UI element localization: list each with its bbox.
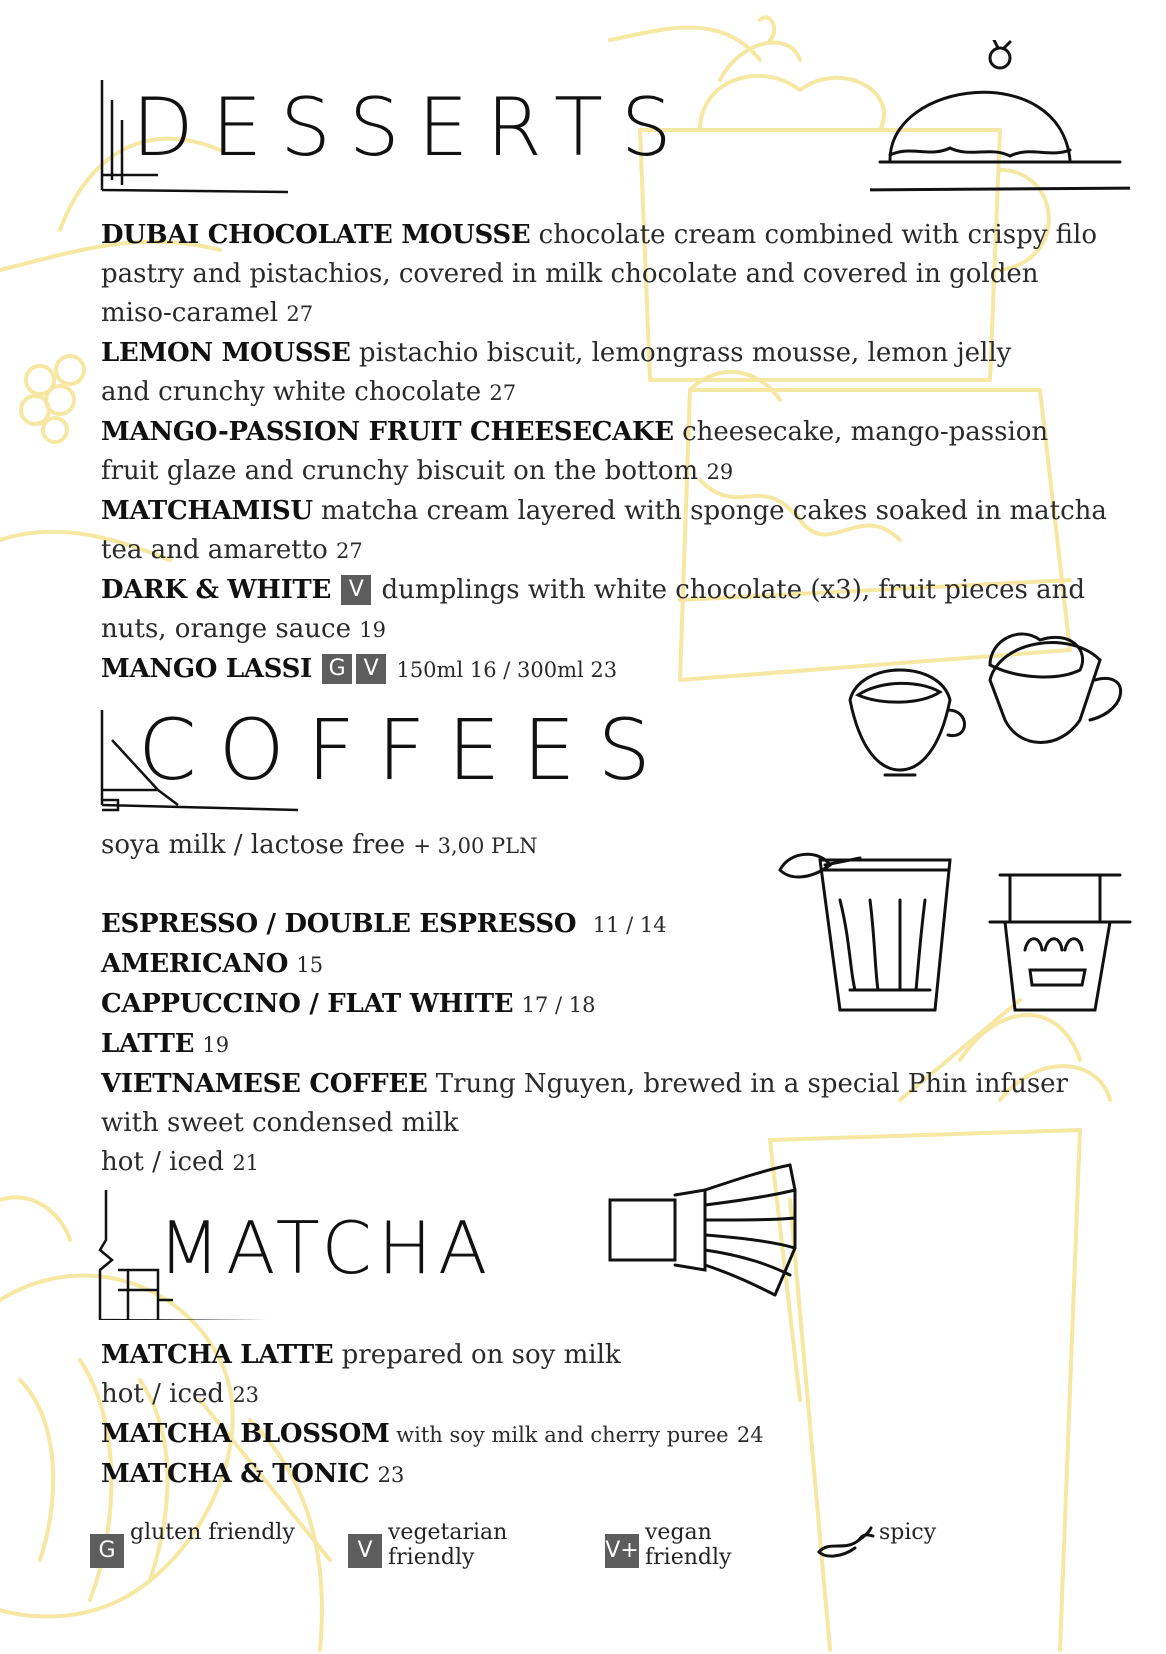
menu-line: [101, 985, 1081, 1025]
legend-label: vegetarian: [388, 1520, 508, 1545]
vegetarian-badge: V: [348, 1534, 382, 1568]
matcha-section: [101, 1336, 1081, 1495]
desserts-heading: DESSERTS: [132, 81, 690, 174]
item-price: 150ml 16 / 300ml 23: [396, 658, 618, 682]
menu-line: [101, 413, 1081, 452]
menu-line: [101, 373, 1081, 413]
legend-label: friendly: [388, 1545, 475, 1570]
item-description: tea and amaretto: [101, 535, 328, 565]
item-name: MATCHAMISU: [101, 496, 313, 526]
item-description: hot / iced: [101, 1147, 225, 1177]
item-name: ESPRESSO / DOUBLE ESPRESSO: [101, 909, 577, 939]
item-name: MANGO-PASSION FRUIT CHEESECAKE: [101, 417, 674, 447]
item-price: 27: [336, 539, 363, 563]
item-description: fruit glaze and crunchy biscuit on the bottom: [101, 456, 699, 486]
vegetarian-badge: V: [341, 575, 371, 605]
vegetarian-badge: V: [356, 654, 386, 684]
menu-line: [101, 650, 1081, 690]
menu-line: [101, 216, 1097, 255]
item-price: 19: [202, 1033, 230, 1057]
item-description: with sweet condensed milk: [101, 1108, 459, 1138]
item-description: pastry and pistachios, covered in milk chocolate and covered in golden: [101, 259, 1039, 289]
item-name: MATCHA BLOSSOM: [101, 1419, 390, 1449]
item-price: 17 / 18: [521, 993, 596, 1017]
item-price: 23: [232, 1383, 260, 1407]
item-name: LEMON MOUSSE: [101, 338, 351, 368]
cloche-icon: [870, 40, 1130, 200]
item-name: VIETNAMESE COFFEE: [101, 1069, 428, 1099]
legend-label: friendly: [645, 1545, 732, 1570]
legend-spicy: [815, 1520, 936, 1562]
legend-gluten-friendly: [90, 1520, 295, 1568]
item-description: pistachio biscuit, lemongrass mousse, lemon jelly: [350, 338, 1012, 368]
item-description: and crunchy white chocolate: [101, 377, 482, 407]
item-price: 24: [736, 1423, 764, 1447]
item-description: miso-caramel: [101, 298, 279, 328]
item-name: MANGO LASSI: [101, 654, 312, 684]
item-price: 15: [296, 953, 324, 977]
gluten-friendly-badge: G: [90, 1534, 124, 1568]
coffee-note: [101, 826, 1081, 866]
item-description: dumplings with white chocolate (x3), fruit pieces and: [373, 575, 1086, 605]
legend-label: gluten friendly: [130, 1520, 295, 1545]
menu-line: [101, 610, 1081, 650]
menu-line: [101, 1455, 1081, 1495]
item-description: cheesecake, mango-passion: [673, 417, 1049, 447]
item-description: matcha cream layered with sponge cakes soaked in matcha: [312, 496, 1107, 526]
item-description: nuts, orange sauce: [101, 614, 351, 644]
item-price: 19: [359, 618, 386, 642]
spacer: [101, 866, 1081, 905]
menu-line: [101, 1104, 1081, 1143]
desserts-section: [101, 216, 1107, 690]
menu-line: [101, 1336, 1081, 1375]
coffees-section: [101, 826, 1081, 1183]
matcha-heading: MATCHA: [158, 1206, 494, 1290]
item-price: 11 / 14: [592, 913, 667, 937]
legend-label: vegan: [645, 1520, 712, 1545]
item-name: MATCHA & TONIC: [101, 1459, 370, 1489]
milk-options-note: soya milk / lactose free: [101, 830, 406, 860]
menu-line: [101, 334, 1081, 373]
menu-line: [101, 492, 1107, 531]
menu-line: [101, 452, 1081, 492]
item-description: Trung Nguyen, brewed in a special Phin infuser: [427, 1069, 1068, 1099]
item-price: 27: [489, 381, 517, 405]
legend-label: spicy: [879, 1520, 937, 1545]
item-description: with soy milk and cherry puree: [389, 1423, 729, 1447]
item-description: hot / iced: [101, 1379, 225, 1409]
menu-line: [101, 571, 1086, 610]
item-name: CAPPUCCINO / FLAT WHITE: [101, 989, 514, 1019]
item-name: DUBAI CHOCOLATE MOUSSE: [101, 220, 531, 250]
coffees-heading: COFFEES: [138, 701, 673, 799]
menu-line: [101, 255, 1081, 294]
item-description: prepared on soy milk: [333, 1340, 621, 1370]
menu-line: [101, 531, 1081, 571]
legend: [90, 1520, 1090, 1580]
item-price: 29: [706, 460, 734, 484]
item-name: AMERICANO: [101, 949, 289, 979]
menu-line: [101, 1065, 1081, 1104]
item-name: LATTE: [101, 1029, 195, 1059]
vegan-badge: V+: [605, 1534, 639, 1568]
menu-line: [101, 1375, 1081, 1415]
legend-vegan: [605, 1520, 731, 1570]
legend-vegetarian: [348, 1520, 507, 1570]
gluten-friendly-badge: G: [322, 654, 352, 684]
item-description: chocolate cream combined with crispy filo: [530, 220, 1097, 250]
menu-line: [101, 905, 1081, 945]
item-price: 21: [232, 1151, 260, 1175]
item-name: DARK & WHITE: [101, 575, 331, 605]
menu-line: [101, 294, 1081, 334]
item-name: MATCHA LATTE: [101, 1340, 334, 1370]
chili-pepper-icon: [815, 1522, 875, 1562]
item-price: 23: [377, 1463, 405, 1487]
item-price: 27: [286, 302, 314, 326]
menu-line: [101, 1025, 1081, 1065]
menu-line: [101, 1143, 1081, 1183]
menu-line: [101, 1415, 1081, 1455]
menu-line: [101, 945, 1081, 985]
milk-options-price: + 3,00 PLN: [413, 834, 538, 858]
